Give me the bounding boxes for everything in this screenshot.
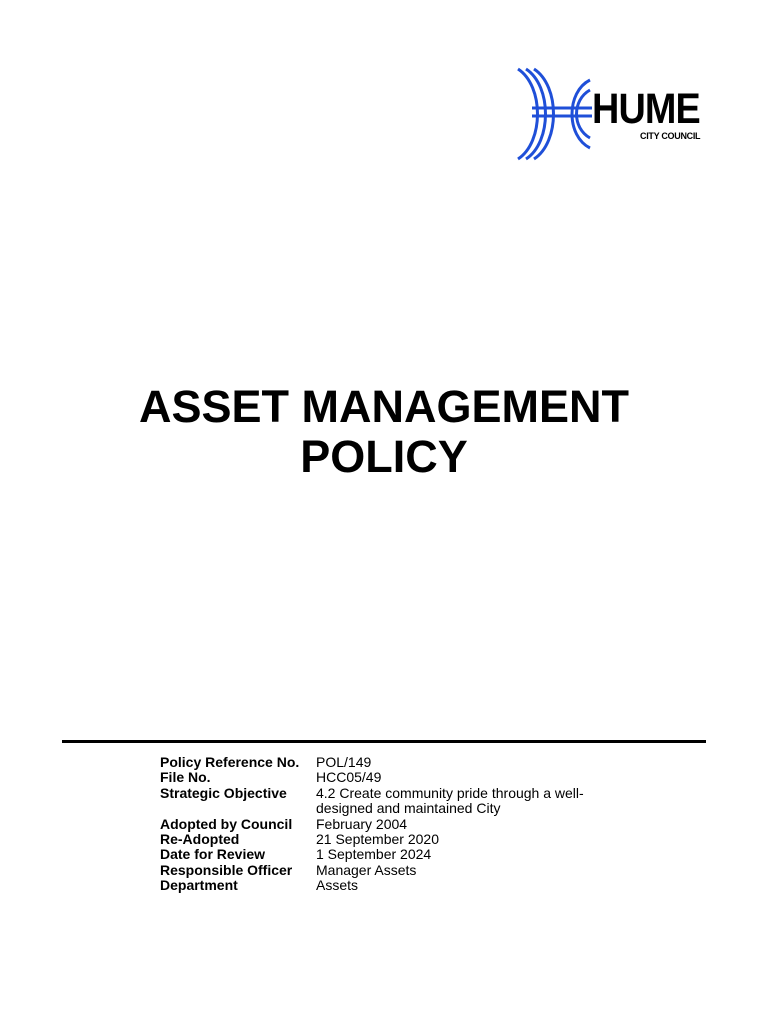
metadata-row — [160, 878, 606, 893]
metadata-row — [160, 770, 606, 785]
metadata-row — [160, 817, 606, 832]
metadata-value: 21 September 2020 — [316, 831, 439, 848]
metadata-value: HCC05/49 — [316, 769, 382, 786]
divider-rule — [62, 740, 706, 743]
metadata-label: Strategic Objective — [160, 784, 287, 801]
metadata-row — [160, 847, 606, 862]
metadata-row — [160, 863, 606, 878]
hume-wave-mark-icon — [514, 66, 594, 162]
metadata-label: Department — [160, 877, 238, 894]
policy-metadata-table — [160, 755, 606, 894]
metadata-label: Responsible Officer — [160, 861, 293, 878]
document-title — [0, 382, 768, 482]
metadata-value: Manager Assets — [316, 861, 417, 878]
metadata-label: Policy Reference No. — [160, 754, 300, 770]
metadata-label: File No. — [160, 769, 211, 786]
document-title-line-2: POLICY — [300, 431, 468, 482]
metadata-row — [160, 786, 606, 817]
metadata-value: Assets — [316, 877, 359, 894]
metadata-value: 4.2 Create community pride through a well-designed and maintained City — [316, 784, 584, 817]
metadata-value: February 2004 — [316, 815, 408, 832]
document-title-line-1: ASSET MANAGEMENT — [138, 381, 629, 432]
metadata-row — [160, 755, 606, 770]
metadata-value: POL/149 — [316, 754, 372, 770]
metadata-label: Re-Adopted — [160, 831, 240, 848]
metadata-label: Date for Review — [160, 846, 266, 863]
metadata-row — [160, 832, 606, 847]
metadata-label: Adopted by Council — [160, 815, 293, 832]
metadata-value: 1 September 2024 — [316, 846, 432, 863]
logo-subtitle: CITY COUNCIL — [640, 131, 701, 141]
logo-name: HUME — [592, 85, 700, 133]
hume-city-council-logo — [514, 66, 714, 162]
